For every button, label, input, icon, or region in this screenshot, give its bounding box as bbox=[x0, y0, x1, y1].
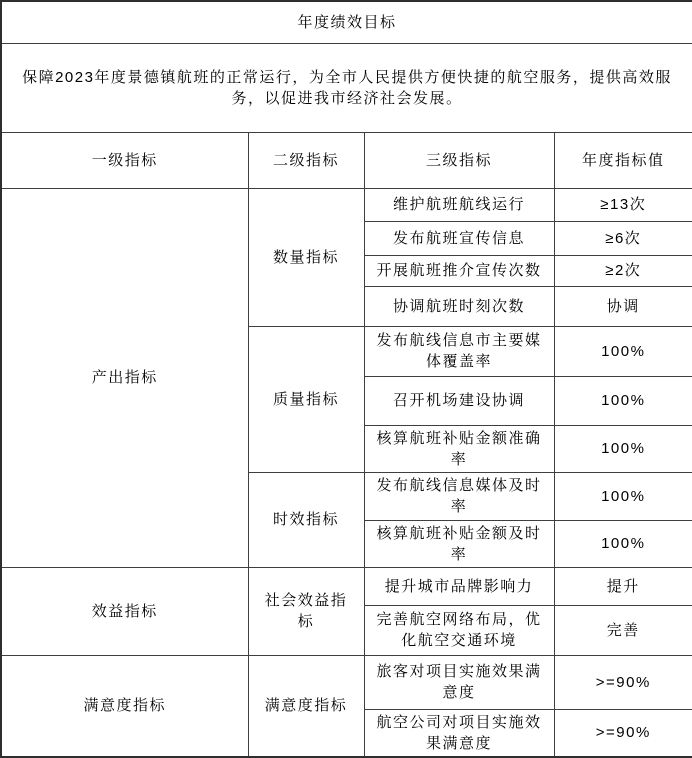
level2-cell-satisfaction: 满意度指标 bbox=[248, 655, 364, 757]
table-row bbox=[1, 188, 692, 221]
value-cell: 100% bbox=[554, 326, 692, 376]
level2-cell-timeliness: 时效指标 bbox=[248, 472, 364, 567]
level3-cell: 协调航班时刻次数 bbox=[364, 286, 554, 326]
level3-cell: 核算航班补贴金额及时率 bbox=[364, 520, 554, 567]
level3-cell: 完善航空网络布局，优化航空交通环境 bbox=[364, 605, 554, 655]
level3-cell: 发布航线信息媒体及时率 bbox=[364, 472, 554, 520]
value-cell: ≥6次 bbox=[554, 221, 692, 255]
description-row bbox=[1, 43, 692, 132]
col-header-annual-value: 年度指标值 bbox=[554, 132, 692, 188]
table-row bbox=[1, 567, 692, 605]
level3-cell: 提升城市品牌影响力 bbox=[364, 567, 554, 605]
col-header-level2: 二级指标 bbox=[248, 132, 364, 188]
level2-cell-quantity: 数量指标 bbox=[248, 188, 364, 326]
value-cell: 完善 bbox=[554, 605, 692, 655]
value-cell: >=90% bbox=[554, 655, 692, 709]
value-cell: 提升 bbox=[554, 567, 692, 605]
level3-cell: 召开机场建设协调 bbox=[364, 376, 554, 425]
table-row bbox=[1, 655, 692, 709]
level1-cell-benefit: 效益指标 bbox=[1, 567, 248, 655]
column-header-row bbox=[1, 132, 692, 188]
value-cell: ≥13次 bbox=[554, 188, 692, 221]
value-cell: 100% bbox=[554, 376, 692, 425]
value-cell: 100% bbox=[554, 425, 692, 472]
value-cell: 协调 bbox=[554, 286, 692, 326]
level3-cell: 维护航班航线运行 bbox=[364, 188, 554, 221]
level1-cell-output: 产出指标 bbox=[1, 188, 248, 567]
level3-cell: 航空公司对项目实施效果满意度 bbox=[364, 709, 554, 757]
value-cell: ≥2次 bbox=[554, 255, 692, 286]
value-cell: 100% bbox=[554, 472, 692, 520]
page-title: 年度绩效目标 bbox=[1, 1, 692, 43]
value-cell: 100% bbox=[554, 520, 692, 567]
level3-cell: 发布航班宣传信息 bbox=[364, 221, 554, 255]
value-cell: >=90% bbox=[554, 709, 692, 757]
level3-cell: 核算航班补贴金额准确率 bbox=[364, 425, 554, 472]
target-description: 保障2023年度景德镇航班的正常运行，为全市人民提供方便快捷的航空服务，提供高效服务，以促进我市经济社会发展。 bbox=[1, 43, 692, 132]
level3-cell: 开展航班推介宣传次数 bbox=[364, 255, 554, 286]
level2-cell-social-benefit: 社会效益指标 bbox=[248, 567, 364, 655]
level3-cell: 发布航线信息市主要媒体覆盖率 bbox=[364, 326, 554, 376]
title-row bbox=[1, 1, 692, 43]
level3-cell: 旅客对项目实施效果满意度 bbox=[364, 655, 554, 709]
col-header-level3: 三级指标 bbox=[364, 132, 554, 188]
level2-cell-quality: 质量指标 bbox=[248, 326, 364, 472]
level1-cell-satisfaction: 满意度指标 bbox=[1, 655, 248, 757]
col-header-level1: 一级指标 bbox=[1, 132, 248, 188]
